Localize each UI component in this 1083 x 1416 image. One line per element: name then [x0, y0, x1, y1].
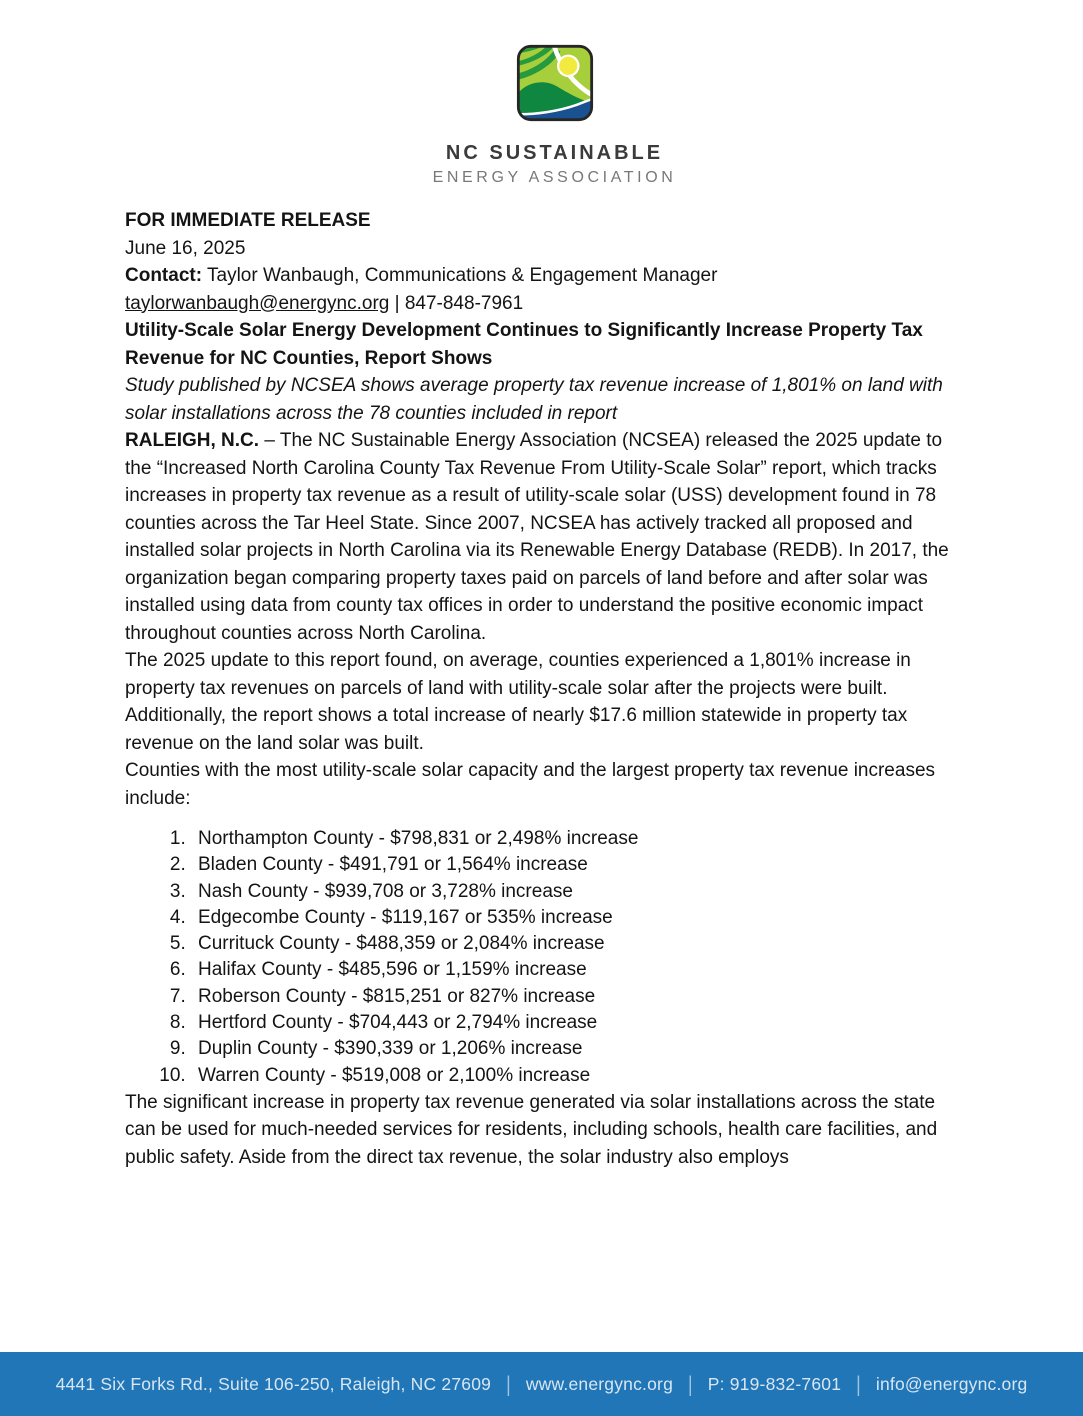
- county-list-item: 3. Nash County - $939,708 or 3,728% increase: [191, 879, 963, 905]
- contact-phone: | 847-848-7961: [389, 292, 524, 314]
- paragraph-3: Counties with the most utility-scale solar capacity and the largest property tax revenue increases include:: [125, 760, 936, 809]
- headline: Utility-Scale Solar Energy Development Continues to Significantly Increase Property Tax Revenue for NC Counties, Report Shows: [125, 320, 923, 369]
- org-subtitle: ENERGY ASSOCIATION: [432, 169, 677, 186]
- county-list-item: 5. Currituck County - $488,359 or 2,084% increase: [191, 931, 963, 957]
- county-list-item: 2. Bladen County - $491,791 or 1,564% increase: [191, 852, 963, 878]
- county-list-item: 10. Warren County - $519,008 or 2,100% increase: [191, 1063, 963, 1089]
- footer-phone: P: 919-832-7601: [707, 1373, 842, 1394]
- footer-website: www.energync.org: [525, 1373, 673, 1394]
- county-list-item: 8. Hertford County - $704,443 or 2,794% increase: [191, 1010, 963, 1036]
- contact-label: Contact:: [125, 265, 203, 286]
- subheadline: Study published by NCSEA shows average property tax revenue increase of 1,801% on land with solar installations across the 78 counties included in report: [125, 375, 943, 424]
- footer-divider: |: [856, 1370, 861, 1396]
- paragraph-4: The significant increase in property tax revenue generated via solar installations across the state can be used for much-needed services for residents, including schools, health care facilities, and public safety. Aside from the direct tax revenue, the solar industry also employs: [125, 1091, 938, 1168]
- paragraph-1: [125, 427, 963, 647]
- county-list-item: 1. Northampton County - $798,831 or 2,498% increase: [191, 826, 963, 852]
- paragraph-1-text: – The NC Sustainable Energy Association (NCSEA) released the 2025 update to the “Increased North Carolina County Tax Revenue From Utility-Scale Solar” report, which tracks increases in property tax revenue as a result of utility-scale solar (USS) development found in 78 counties across the Tar Heel State. Since 2007, NCSEA has actively tracked all proposed and installed solar projects in North Carolina via its Renewable Energy Database (REDB). In 2017, the organization began comparing property taxes paid on parcels of land before and after solar was installed using data from county tax offices in order to understand the positive economic impact throughout counties across North Carolina.: [125, 430, 949, 644]
- contact-name: Taylor Wanbaugh, Communications & Engagement Manager: [202, 265, 718, 286]
- release-label: [125, 207, 963, 235]
- county-list-item: 6. Halifax County - $485,596 or 1,159% increase: [191, 957, 963, 983]
- logo-block: [0, 0, 1083, 187]
- ncsea-logo-icon: [516, 44, 594, 122]
- footer-divider: |: [506, 1370, 511, 1396]
- footer-bar: [0, 1352, 1083, 1416]
- paragraph-2: The 2025 update to this report found, on average, counties experienced a 1,801% increase in property tax revenues on parcels of land with utility-scale solar after the projects were built. Additionally, the report shows a total increase of nearly $17.6 million statewide in property tax revenue on the land solar was built.: [125, 650, 911, 754]
- document-body: [0, 187, 1083, 1171]
- county-list-item: 7. Roberson County - $815,251 or 827% increase: [191, 984, 963, 1010]
- org-name: NC SUSTAINABLE: [445, 142, 664, 164]
- logo: [433, 44, 677, 187]
- contact-line: [125, 262, 963, 290]
- county-list-item: 9. Duplin County - $390,339 or 1,206% increase: [191, 1036, 963, 1062]
- county-list-item: 4. Edgecombe County - $119,167 or 535% increase: [191, 905, 963, 931]
- footer-divider: |: [688, 1370, 693, 1396]
- dateline: RALEIGH, N.C.: [125, 430, 260, 451]
- contact-email-link[interactable]: taylorwanbaugh@energync.org: [125, 292, 390, 314]
- release-label-text: FOR IMMEDIATE RELEASE: [125, 210, 371, 231]
- contact-info-line: [125, 290, 963, 318]
- county-list: [125, 826, 963, 1089]
- footer-email: info@energync.org: [875, 1373, 1028, 1394]
- footer-address: 4441 Six Forks Rd., Suite 106-250, Raleigh, NC 27609: [55, 1373, 492, 1394]
- release-date: June 16, 2025: [125, 237, 246, 259]
